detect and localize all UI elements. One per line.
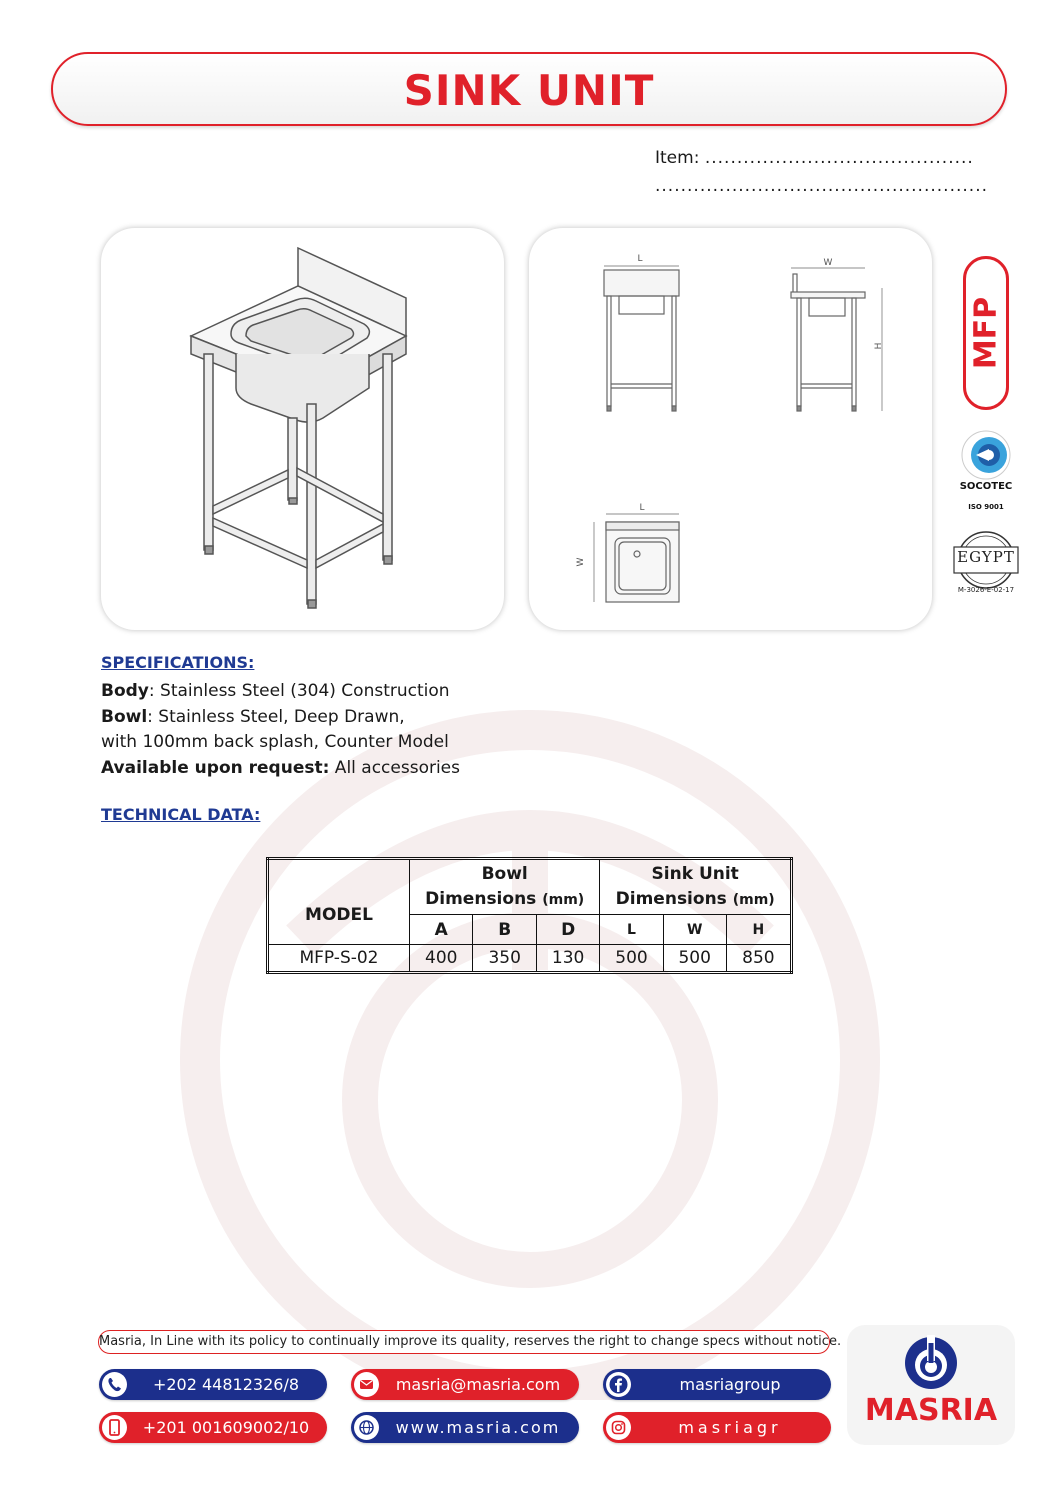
model-cell: MFP-S-02 [268, 945, 410, 973]
top-dim-l: L [639, 503, 645, 513]
value-a: 400 [410, 945, 473, 973]
bowl-text-2: with 100mm back splash, Counter Model [101, 732, 449, 752]
product-photo-panel [101, 228, 504, 630]
technical-drawing-panel [529, 228, 932, 630]
available-text: All accessories [329, 757, 461, 778]
email-text: masria@masria.com [395, 1375, 561, 1394]
instagram-pill[interactable] [603, 1412, 831, 1443]
value-h: 850 [726, 945, 791, 973]
website-pill[interactable] [351, 1412, 579, 1443]
bowl-unit: (mm) [542, 891, 585, 908]
phone-2-pill[interactable] [99, 1412, 327, 1443]
egypt-word: EGYPT [957, 548, 1015, 566]
col-d: D [536, 915, 599, 945]
available-label: Available upon request: [101, 757, 330, 778]
email-icon [354, 1372, 379, 1397]
bowl-text: : Stainless Steel, Deep Drawn, [147, 706, 405, 727]
body-text: : Stainless Steel (304) Construction [148, 681, 450, 701]
phone-1-pill[interactable] [99, 1369, 327, 1400]
specifications-heading: SPECIFICATIONS: [101, 653, 255, 672]
top-dim-w: W [576, 557, 586, 567]
sink-header-2: Dimensions [615, 888, 727, 909]
item-label: Item: [655, 148, 700, 168]
model-header: MODEL [268, 859, 410, 945]
value-w: 500 [663, 945, 726, 973]
instagram-text: masriagr [678, 1418, 782, 1437]
email-pill[interactable] [351, 1369, 579, 1400]
mfp-badge [963, 256, 1009, 410]
facebook-pill[interactable] [603, 1369, 831, 1400]
egypt-certification [948, 530, 1024, 600]
phone-icon [102, 1372, 127, 1397]
value-d: 130 [536, 945, 599, 973]
technical-heading: TECHNICAL DATA: [101, 805, 261, 824]
item-dots-2: .................................................... [655, 176, 988, 196]
col-l: L [600, 915, 663, 945]
phone-2-text: +201 001609002/10 [142, 1418, 310, 1437]
sink-3d-icon [101, 228, 504, 630]
bowl-header: Bowl [481, 863, 528, 884]
col-b: B [473, 915, 536, 945]
socotec-logo-icon [950, 425, 1022, 481]
value-l: 500 [600, 945, 663, 973]
col-a: A [410, 915, 473, 945]
col-w: W [663, 915, 726, 945]
technical-data-table [266, 857, 793, 974]
title-bar [51, 52, 1007, 126]
body-label: Body [101, 681, 149, 701]
side-dim-w: W [823, 258, 833, 268]
mobile-icon [102, 1415, 127, 1440]
website-text: www.masria.com [395, 1418, 561, 1437]
socotec-label: SOCOTEC [959, 481, 1013, 492]
socotec-certification [950, 425, 1022, 515]
table-row [268, 945, 792, 973]
col-h: H [726, 915, 791, 945]
egypt-code: M-3026-E-02-17 [957, 586, 1015, 594]
masria-emblem-icon [847, 1325, 1015, 1395]
sink-header: Sink Unit [651, 863, 739, 884]
technical-drawing-icon [529, 228, 932, 630]
facebook-icon [606, 1372, 631, 1397]
iso-label: ISO 9001 [968, 503, 1004, 511]
bowl-label: Bowl [101, 706, 148, 727]
notice-banner: Masria, In Line with its policy to continually improve its quality, reserves the right to change specs without notice. [98, 1330, 830, 1354]
globe-icon [354, 1415, 379, 1440]
item-field [655, 148, 988, 204]
front-dim-l: L [637, 254, 643, 264]
bowl-dimensions-header [410, 859, 600, 915]
value-b: 350 [473, 945, 536, 973]
facebook-text: masriagroup [679, 1375, 781, 1394]
side-dim-h: H [874, 342, 884, 350]
page-title: SINK UNIT [403, 66, 655, 115]
item-dots-1: .......................................... [704, 148, 974, 168]
mfp-label: MFP [968, 296, 1004, 370]
masria-wordmark: MASRIA [864, 1393, 998, 1428]
instagram-icon [606, 1415, 631, 1440]
sink-dimensions-header [600, 859, 792, 915]
masria-logo [847, 1325, 1015, 1445]
bowl-header-2: Dimensions [425, 888, 537, 909]
phone-1-text: +202 44812326/8 [152, 1375, 300, 1394]
sink-unit: (mm) [732, 891, 775, 908]
specifications-list [101, 679, 460, 781]
